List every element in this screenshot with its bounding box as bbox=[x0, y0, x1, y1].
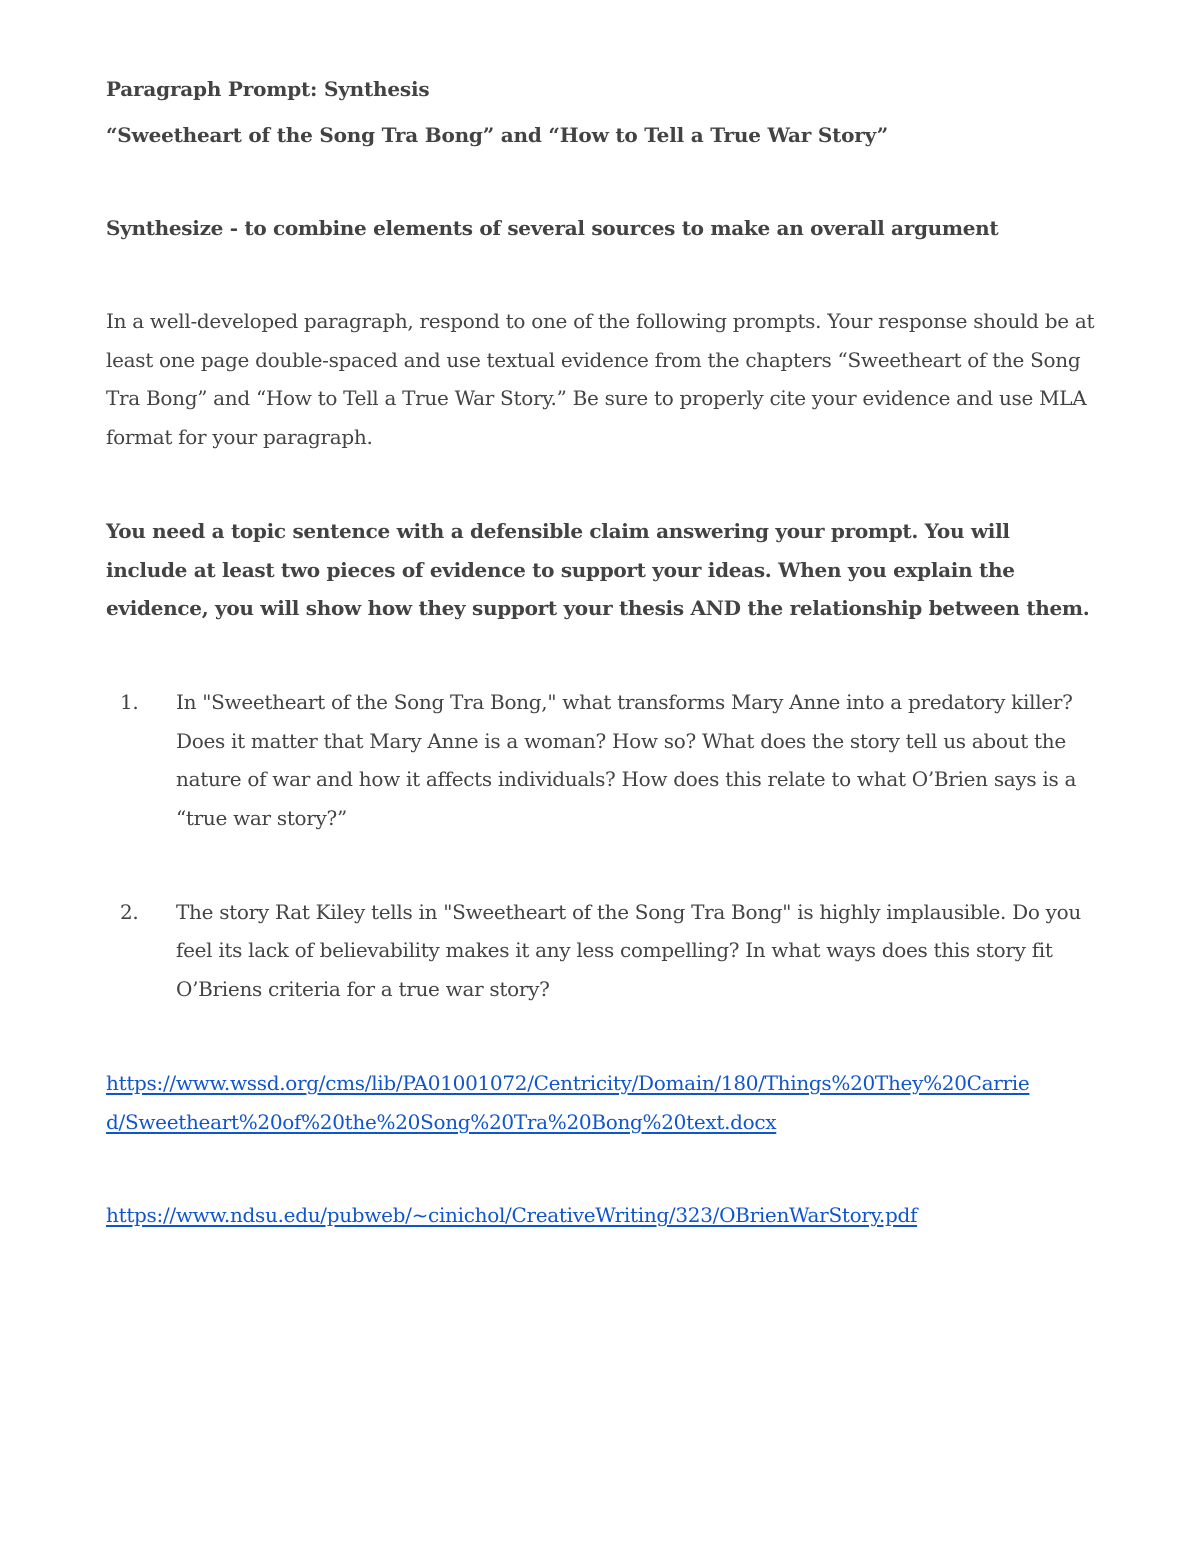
prompt-item-1 bbox=[106, 683, 1096, 838]
document-subtitle: “Sweetheart of the Song Tra Bong” and “How to Tell a True War Story” bbox=[106, 123, 889, 147]
true-war-story-link[interactable]: https://www.ndsu.edu/pubweb/~cinichol/CreativeWriting/323/OBrienWarStory.pdf bbox=[106, 1203, 918, 1228]
paragraph-requirements: You need a topic sentence with a defensible claim answering your prompt. You will include at least two pieces of evidence to support your ideas. When you explain the evidence, you will show how they support your thesis AND the relationship between them. bbox=[106, 518, 1090, 621]
prompt-number: 1. bbox=[120, 689, 139, 714]
prompt-list bbox=[106, 683, 1096, 1009]
synthesize-definition: Synthesize - to combine elements of several sources to make an overall argument bbox=[106, 216, 999, 240]
document-page bbox=[106, 70, 1096, 1235]
prompt-text: In "Sweetheart of the Song Tra Bong," what transforms Mary Anne into a predatory killer? Does it matter that Mary Anne is a woman? How so? What does the story tell us about the nature of war and how it affects individuals? How does this relate to what O’Brien says is a “true war story?” bbox=[176, 689, 1077, 831]
prompt-item-2 bbox=[106, 893, 1096, 1009]
assignment-description: In a well-developed paragraph, respond to one of the following prompts. Your response should be at least one page double-spaced and use textual evidence from the chapters “Sweetheart of the Song Tra Bong” and “How to Tell a True War Story.” Be sure to properly cite your evidence and use MLA format for your paragraph. bbox=[106, 309, 1095, 450]
document-title: Paragraph Prompt: Synthesis bbox=[106, 77, 430, 101]
prompt-text: The story Rat Kiley tells in "Sweetheart of the Song Tra Bong" is highly implausible. Do you feel its lack of believability makes it any less compelling? In what ways does this story fit O’Briens criteria for a true war story? bbox=[176, 899, 1081, 1002]
sweetheart-text-link[interactable]: https://www.wssd.org/cms/lib/PA01001072/Centricity/Domain/180/Things%20They%20Carried/Sweetheart%20of%20the%20Song%20Tra%20Bong%20text.docx bbox=[106, 1070, 1030, 1134]
prompt-number: 2. bbox=[120, 899, 139, 924]
